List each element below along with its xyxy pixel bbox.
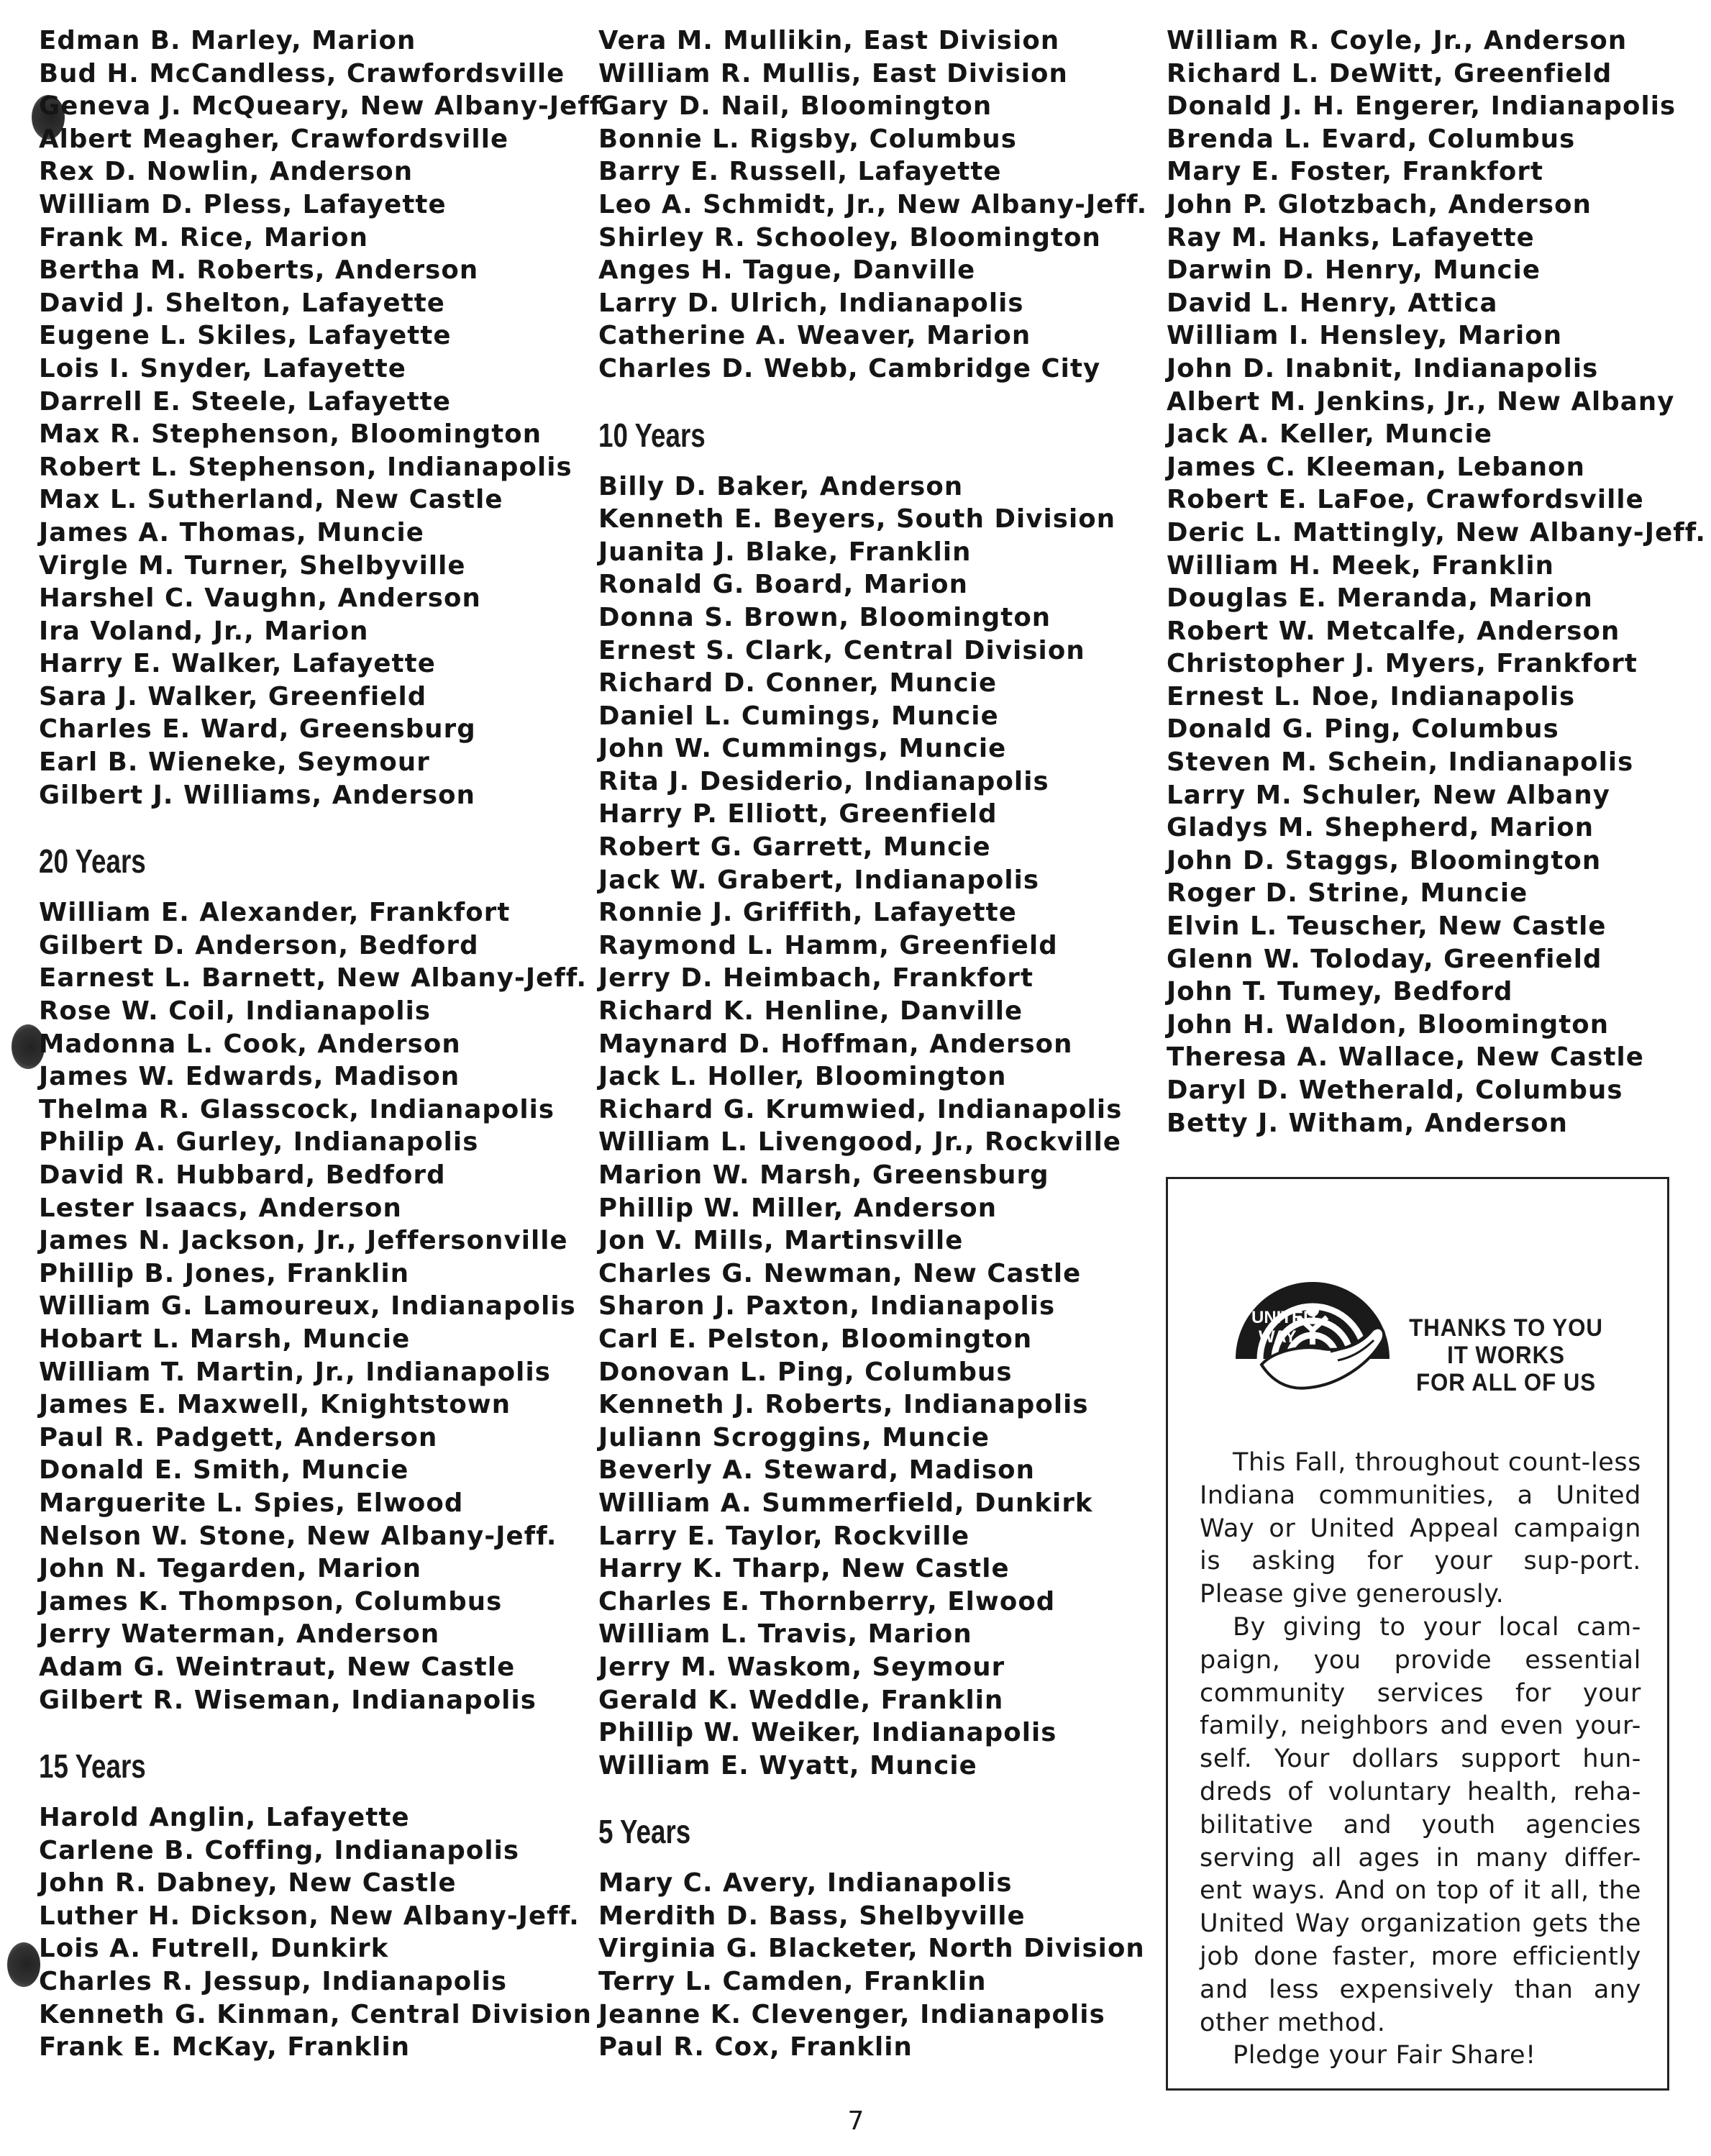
employee-entry: Jerry Waterman, Anderson <box>39 1619 440 1650</box>
employee-entry: Hobart L. Marsh, Muncie <box>39 1324 411 1354</box>
tagline-line-2: IT WORKS <box>1447 1342 1565 1369</box>
employee-entry: Douglas E. Meranda, Marion <box>1167 583 1593 614</box>
tagline-line-3: FOR ALL OF US <box>1415 1369 1597 1396</box>
employee-entry: Donald E. Smith, Muncie <box>39 1455 409 1486</box>
employee-entry: William I. Hensley, Marion <box>1167 321 1563 351</box>
employee-entry: Robert G. Garrett, Muncie <box>598 832 991 863</box>
employee-entry: Gerald K. Weddle, Franklin <box>598 1685 1004 1715</box>
column-right <box>1167 24 1706 1158</box>
employee-entry: Deric L. Mattingly, New Albany-Jeff. <box>1167 517 1706 547</box>
employee-entry: Philip A. Gurley, Indianapolis <box>39 1127 479 1157</box>
employee-entry: Ernest L. Noe, Indianapolis <box>1167 681 1576 711</box>
employee-entry: Jerry D. Heimbach, Frankfort <box>598 963 1034 993</box>
employee-entry: Betty J. Witham, Anderson <box>1167 1108 1569 1138</box>
employee-entry: Albert Meagher, Crawfordsville <box>39 124 509 154</box>
section-heading: 10 Years <box>598 416 706 454</box>
employee-entry: Virginia G. Blacketer, North Division <box>598 1934 1145 1964</box>
ad-paragraph-1: This Fall, throughout count-less Indiana communities, a United Way or United Appeal campaign is asking for your sup-port. Please give generously. <box>1200 1448 1641 1609</box>
employee-entry: Ronald G. Board, Marion <box>598 570 968 600</box>
employee-entry: Earl B. Wieneke, Seymour <box>39 747 430 778</box>
employee-entry: Marguerite L. Spies, Elwood <box>39 1488 464 1518</box>
employee-entry: Charles E. Ward, Greensburg <box>39 714 476 745</box>
employee-entry: Gary D. Nail, Bloomington <box>598 91 993 122</box>
column-middle <box>598 24 1159 2083</box>
employee-entry: William E. Wyatt, Muncie <box>598 1750 977 1780</box>
employee-entry: Gladys M. Shepherd, Marion <box>1167 813 1594 843</box>
employee-entry: William E. Alexander, Frankfort <box>39 898 511 928</box>
employee-entry: Marion W. Marsh, Greensburg <box>598 1160 1049 1190</box>
employee-entry: Charles R. Jessup, Indianapolis <box>39 1967 508 1997</box>
years-section <box>39 24 611 811</box>
employee-entry: Bertha M. Roberts, Anderson <box>39 255 479 286</box>
employee-entry: David R. Hubbard, Bedford <box>39 1160 446 1190</box>
employee-entry: Eugene L. Skiles, Lafayette <box>39 321 452 351</box>
employee-entry: Harry P. Elliott, Greenfield <box>598 799 998 829</box>
employee-entry: Merdith D. Bass, Shelbyville <box>598 1901 1026 1931</box>
employee-entry: Robert L. Stephenson, Indianapolis <box>39 452 572 482</box>
employee-entry: Donovan L. Ping, Columbus <box>598 1357 1013 1387</box>
page-number: 7 <box>847 2106 864 2136</box>
employee-entry: Carlene B. Coffing, Indianapolis <box>39 1835 520 1865</box>
ad-body <box>1200 1447 1641 2073</box>
section-heading: 15 Years <box>39 1747 146 1786</box>
employee-entry: Christopher J. Myers, Frankfort <box>1167 649 1638 679</box>
employee-entry: Rita J. Desiderio, Indianapolis <box>598 766 1049 796</box>
employee-entry: James C. Kleeman, Lebanon <box>1167 452 1586 482</box>
section-heading: 20 Years <box>39 842 146 881</box>
employee-entry: James W. Edwards, Madison <box>39 1062 460 1092</box>
employee-entry: Harry K. Tharp, New Castle <box>598 1554 1010 1584</box>
employee-entry: Paul R. Cox, Franklin <box>598 2032 913 2062</box>
employee-entry: William L. Livengood, Jr., Rockville <box>598 1127 1122 1157</box>
employee-entry: William G. Lamoureux, Indianapolis <box>39 1291 576 1322</box>
employee-entry: Steven M. Schein, Indianapolis <box>1167 747 1634 778</box>
employee-entry: Lois I. Snyder, Lafayette <box>39 353 406 383</box>
employee-entry: Gilbert D. Anderson, Bedford <box>39 930 479 960</box>
employee-entry: James E. Maxwell, Knightstown <box>39 1390 511 1420</box>
united-way-ad <box>1166 1177 1669 2091</box>
employee-entry: Jack L. Holler, Bloomington <box>598 1062 1007 1092</box>
employee-entry: Phillip W. Miller, Anderson <box>598 1193 998 1223</box>
employee-entry: Gilbert J. Williams, Anderson <box>39 780 476 810</box>
employee-entry: William H. Meek, Franklin <box>1167 550 1555 581</box>
employee-entry: Beverly A. Steward, Madison <box>598 1455 1035 1486</box>
employee-entry: Rex D. Nowlin, Anderson <box>39 157 414 187</box>
employee-entry: Harold Anglin, Lafayette <box>39 1803 410 1833</box>
employee-entry: Larry D. Ulrich, Indianapolis <box>598 288 1024 318</box>
employee-entry: William R. Mullis, East Division <box>598 58 1068 88</box>
employee-entry: Geneva J. McQueary, New Albany-Jeff. <box>39 91 611 122</box>
employee-entry: Kenneth E. Beyers, South Division <box>598 504 1116 535</box>
employee-entry: Glenn W. Toloday, Greenfield <box>1167 944 1602 974</box>
employee-entry: Harry E. Walker, Lafayette <box>39 649 436 679</box>
logo-united-text: UNITED <box>1251 1308 1316 1327</box>
employee-entry: Virgle M. Turner, Shelbyville <box>39 550 466 581</box>
years-section <box>598 1809 1159 2064</box>
employee-entry: Bud H. McCandless, Crawfordsville <box>39 58 565 88</box>
employee-entry: Charles D. Webb, Cambridge City <box>598 353 1101 383</box>
employee-entry: James N. Jackson, Jr., Jeffersonville <box>39 1226 568 1256</box>
employee-entry: Robert W. Metcalfe, Anderson <box>1167 616 1620 646</box>
employee-entry: Mary E. Foster, Frankfort <box>1167 157 1544 187</box>
employee-entry: John P. Glotzbach, Anderson <box>1167 189 1592 219</box>
employee-entry: Kenneth G. Kinman, Central Division <box>39 1999 592 2029</box>
employee-entry: James K. Thompson, Columbus <box>39 1586 503 1616</box>
employee-entry: Mary C. Avery, Indianapolis <box>598 1868 1013 1898</box>
employee-entry: William A. Summerfield, Dunkirk <box>598 1488 1093 1518</box>
employee-entry: Shirley R. Schooley, Bloomington <box>598 222 1101 253</box>
employee-entry: Earnest L. Barnett, New Albany-Jeff. <box>39 963 588 993</box>
employee-entry: Barry E. Russell, Lafayette <box>598 157 1002 187</box>
employee-entry: Luther H. Dickson, New Albany-Jeff. <box>39 1901 580 1931</box>
employee-entry: Billy D. Baker, Anderson <box>598 471 964 501</box>
employee-entry: David J. Shelton, Lafayette <box>39 288 445 318</box>
ad-paragraph-2: By giving to your local cam-paign, you provide essential community services for your family, neighbors and even your-self. Your dollars support hun-dreds of voluntary health, reha-bilitative and youth agencies serving all ages in many differ-ent ways. And on top of it all, the United Way organization gets the job done faster, more efficiently and less expensively than any other method. <box>1200 1612 1641 2037</box>
logo-way-text: WAY <box>1259 1327 1297 1347</box>
employee-entry: John R. Dabney, New Castle <box>39 1868 457 1898</box>
united-way-logo-icon <box>1230 1244 1395 1409</box>
employee-entry: Juanita J. Blake, Franklin <box>598 537 972 567</box>
column-left <box>39 24 611 2083</box>
years-section <box>39 839 588 1716</box>
employee-entry: William R. Coyle, Jr., Anderson <box>1167 26 1628 55</box>
employee-entry: Daniel L. Cumings, Muncie <box>598 701 999 731</box>
ad-paragraph-3: Pledge your Fair Share! <box>1233 2041 1536 2070</box>
employee-entry: Frank M. Rice, Marion <box>39 222 369 253</box>
employee-entry: Charles E. Thornberry, Elwood <box>598 1586 1056 1616</box>
employee-entry: Juliann Scroggins, Muncie <box>598 1422 990 1452</box>
employee-entry: Jeanne K. Clevenger, Indianapolis <box>598 1999 1105 2029</box>
employee-entry: Maynard D. Hoffman, Anderson <box>598 1029 1073 1059</box>
employee-entry: Harshel C. Vaughn, Anderson <box>39 583 481 614</box>
employee-entry: Ira Voland, Jr., Marion <box>39 616 369 646</box>
employee-entry: Max L. Sutherland, New Castle <box>39 485 503 515</box>
employee-entry: Thelma R. Glasscock, Indianapolis <box>39 1094 555 1124</box>
employee-entry: John N. Tegarden, Marion <box>39 1554 422 1584</box>
employee-entry: Paul R. Padgett, Anderson <box>39 1422 438 1452</box>
employee-entry: Madonna L. Cook, Anderson <box>39 1029 461 1059</box>
employee-entry: William T. Martin, Jr., Indianapolis <box>39 1357 551 1387</box>
ad-tagline <box>1400 1314 1612 1396</box>
employee-entry: John D. Staggs, Bloomington <box>1167 845 1602 875</box>
employee-entry: Donald G. Ping, Columbus <box>1167 714 1559 745</box>
employee-entry: Vera M. Mullikin, East Division <box>598 26 1060 55</box>
years-section <box>598 413 1159 1783</box>
employee-entry: William L. Travis, Marion <box>598 1619 972 1650</box>
employee-entry: Sharon J. Paxton, Indianapolis <box>598 1291 1056 1322</box>
employee-entry: Richard K. Henline, Danville <box>598 996 1023 1027</box>
employee-entry: David L. Henry, Attica <box>1167 288 1498 318</box>
employee-entry: Edman B. Marley, Marion <box>39 26 416 55</box>
employee-entry: Frank E. McKay, Franklin <box>39 2032 411 2062</box>
employee-entry: Larry E. Taylor, Rockville <box>598 1521 970 1551</box>
employee-entry: Charles G. Newman, New Castle <box>598 1258 1082 1288</box>
employee-entry: Jack A. Keller, Muncie <box>1167 419 1493 450</box>
employee-entry: Ray M. Hanks, Lafayette <box>1167 222 1535 253</box>
employee-entry: Jon V. Mills, Martinsville <box>598 1226 964 1256</box>
employee-entry: John W. Cummings, Muncie <box>598 734 1007 764</box>
tagline-line-1: THANKS TO YOU <box>1409 1314 1603 1342</box>
employee-entry: Albert M. Jenkins, Jr., New Albany <box>1167 386 1675 417</box>
employee-entry: Rose W. Coil, Indianapolis <box>39 996 432 1027</box>
employee-entry: Daryl D. Wetherald, Columbus <box>1167 1075 1623 1105</box>
employee-entry: Sara J. Walker, Greenfield <box>39 681 427 711</box>
employee-entry: Larry M. Schuler, New Albany <box>1167 780 1610 810</box>
employee-entry: John H. Waldon, Bloomington <box>1167 1009 1610 1040</box>
employee-entry: Lester Isaacs, Anderson <box>39 1193 402 1223</box>
employee-entry: Carl E. Pelston, Bloomington <box>598 1324 1033 1354</box>
employee-entry: Max R. Stephenson, Bloomington <box>39 419 542 450</box>
employee-entry: Phillip B. Jones, Franklin <box>39 1258 410 1288</box>
employee-entry: Nelson W. Stone, New Albany-Jeff. <box>39 1521 557 1551</box>
employee-entry: Richard D. Conner, Muncie <box>598 668 998 699</box>
employee-entry: Richard L. DeWitt, Greenfield <box>1167 58 1612 88</box>
employee-entry: John T. Tumey, Bedford <box>1167 977 1513 1007</box>
employee-entry: John D. Inabnit, Indianapolis <box>1167 353 1599 383</box>
employee-entry: Donald J. H. Engerer, Indianapolis <box>1167 91 1676 122</box>
employee-entry: Phillip W. Weiker, Indianapolis <box>598 1718 1057 1748</box>
employee-entry: Anges H. Tague, Danville <box>598 255 976 286</box>
employee-entry: Adam G. Weintraut, New Castle <box>39 1652 516 1682</box>
employee-entry: Jack W. Grabert, Indianapolis <box>598 865 1040 895</box>
employee-entry: Terry L. Camden, Franklin <box>598 1967 987 1997</box>
punch-hole-bottom <box>7 1942 40 1987</box>
employee-entry: Darrell E. Steele, Lafayette <box>39 386 452 417</box>
employee-entry: Theresa A. Wallace, New Castle <box>1167 1042 1644 1073</box>
employee-entry: Brenda L. Evard, Columbus <box>1167 124 1576 154</box>
employee-entry: Robert E. LaFoe, Crawfordsville <box>1167 485 1644 515</box>
years-section <box>1167 24 1706 1140</box>
employee-entry: Elvin L. Teuscher, New Castle <box>1167 911 1607 942</box>
employee-entry: Ronnie J. Griffith, Lafayette <box>598 898 1017 928</box>
employee-entry: Bonnie L. Rigsby, Columbus <box>598 124 1018 154</box>
employee-entry: Gilbert R. Wiseman, Indianapolis <box>39 1685 537 1715</box>
employee-entry: James A. Thomas, Muncie <box>39 517 424 547</box>
employee-entry: Lois A. Futrell, Dunkirk <box>39 1934 389 1964</box>
years-section <box>39 1744 592 2064</box>
employee-entry: Roger D. Strine, Muncie <box>1167 878 1528 909</box>
employee-entry: Jerry M. Waskom, Seymour <box>598 1652 1005 1682</box>
employee-entry: William D. Pless, Lafayette <box>39 189 447 219</box>
employee-entry: Kenneth J. Roberts, Indianapolis <box>598 1390 1089 1420</box>
employee-entry: Ernest S. Clark, Central Division <box>598 635 1085 665</box>
section-heading: 5 Years <box>598 1813 691 1851</box>
employee-entry: Richard G. Krumwied, Indianapolis <box>598 1094 1123 1124</box>
employee-entry: Darwin D. Henry, Muncie <box>1167 255 1541 286</box>
years-section <box>598 24 1159 386</box>
employee-entry: Leo A. Schmidt, Jr., New Albany-Jeff. <box>598 189 1148 219</box>
employee-entry: Raymond L. Hamm, Greenfield <box>598 930 1058 960</box>
employee-entry: Donna S. Brown, Bloomington <box>598 602 1051 632</box>
employee-entry: Catherine A. Weaver, Marion <box>598 321 1031 351</box>
